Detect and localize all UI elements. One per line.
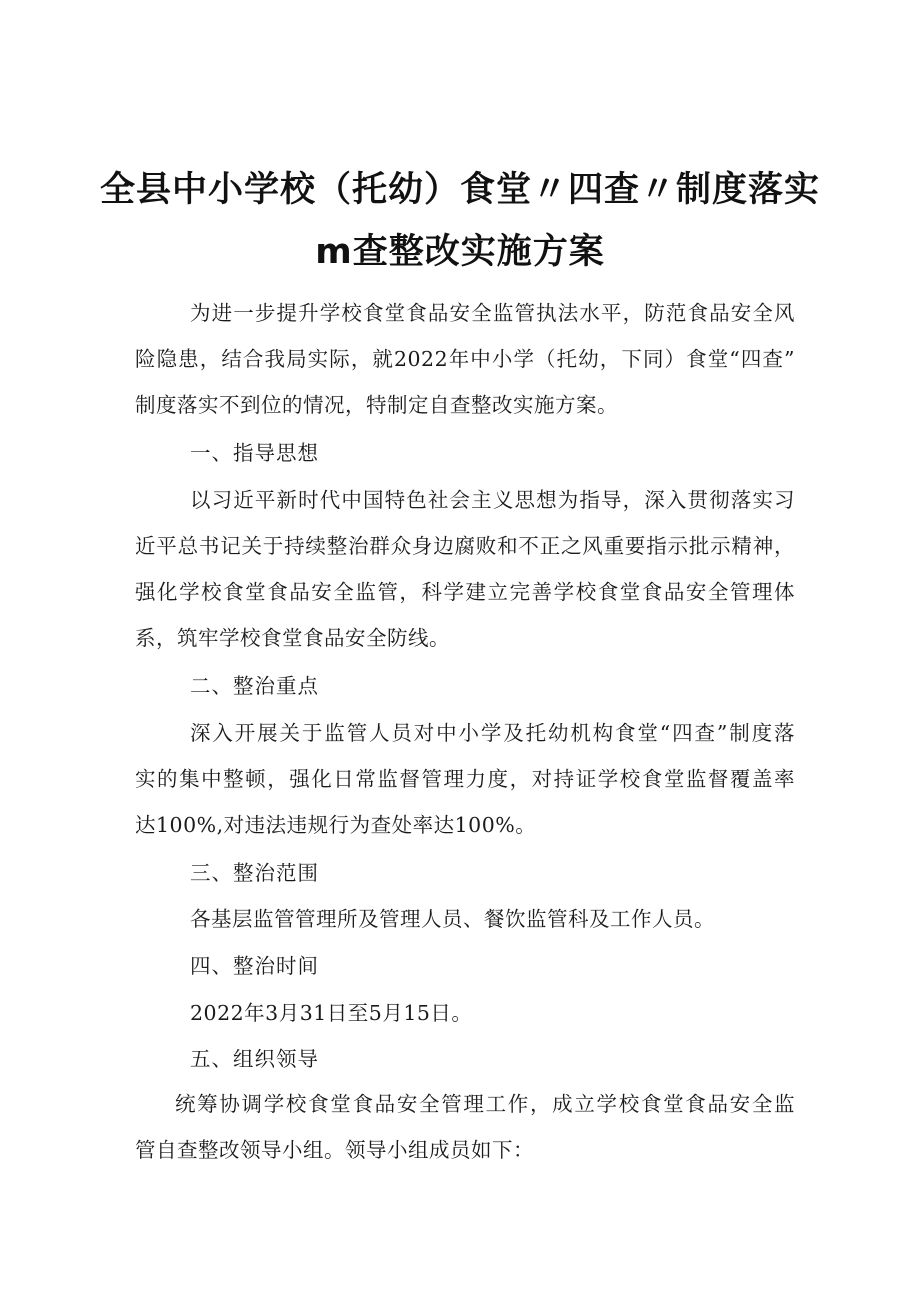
- intro-paragraph: [135, 290, 795, 428]
- paragraph-line: 系，筑牢学校食堂食品安全防线。: [135, 626, 450, 650]
- paragraph-line: 以习近平新时代中国特色社会主义思想为指导，深入贯彻落实习: [190, 488, 795, 512]
- paragraph-line: 近平总书记关于持续整治群众身边腐败和不正之风重要指示批示精神，: [135, 534, 795, 558]
- paragraph-line: 深入开展关于监管人员对中小学及托幼机构食堂“四查”制度落: [190, 721, 795, 745]
- paragraph-line: 统筹协调学校食堂食品安全管理工作，成立学校食堂食品安全监: [175, 1092, 795, 1116]
- section-heading-time: 四、整治时间: [190, 954, 319, 978]
- paragraph-line: 为进一步提升学校食堂食品安全监管执法水平，防范食品安全风: [190, 301, 795, 325]
- paragraph-line: 强化学校食堂食品安全监管，科学建立完善学校食堂食品安全管理体: [135, 580, 795, 604]
- paragraph-line: 达100%,对违法违规行为查处率达100%。: [135, 813, 537, 837]
- document-title-line1: 全县中小学校（托幼）食堂〃四查〃制度落实: [99, 170, 820, 210]
- paragraph-line: 管自查整改领导小组。领导小组成员如下：: [135, 1138, 534, 1162]
- section1-paragraph: [135, 477, 795, 661]
- paragraph-line: 实的集中整顿，强化日常监督管理力度，对持证学校食堂监督覆盖率: [135, 767, 795, 791]
- section-heading-guiding-thought: 一、指导思想: [190, 441, 319, 465]
- paragraph-line: 制度落实不到位的情况，特制定自查整改实施方案。: [135, 393, 618, 417]
- section2-paragraph: [135, 710, 795, 848]
- section-heading-key-points: 二、整治重点: [190, 674, 319, 698]
- section-heading-scope: 三、整治范围: [190, 861, 319, 885]
- section5-paragraph: [135, 1081, 795, 1173]
- paragraph-line: 险隐患，结合我局实际，就2022年中小学（托幼，下同）食堂“四查”: [135, 347, 795, 371]
- section3-text: 各基层监管管理所及管理人员、餐饮监管科及工作人员。: [190, 907, 715, 931]
- section4-text: 2022年3月31日至5月15日。: [190, 1001, 473, 1025]
- section-heading-organization: 五、组织领导: [190, 1047, 319, 1071]
- document-title-line2: m查整改实施方案: [315, 232, 605, 272]
